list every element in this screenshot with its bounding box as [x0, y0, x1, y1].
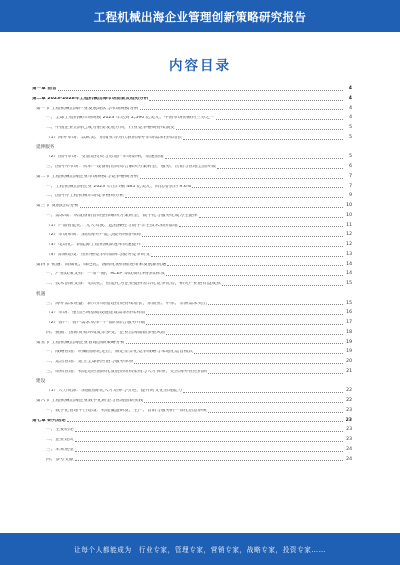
toc-entry[interactable]: [32, 355, 352, 365]
toc-leader-dots: [134, 363, 343, 364]
toc-page-number: 24: [346, 446, 352, 452]
toc-entry-title: 第一章 前言: [32, 87, 57, 92]
toc-entry-title: 二、企业建议: [46, 438, 74, 443]
toc-leader-dots: [75, 460, 343, 461]
toc-entry-title: 第五节 工程机械出海企业管理创新策略分析: [36, 340, 125, 345]
toc-entry-title: （2）市场布局：加快海外产能与服务网络布局: [46, 233, 141, 238]
toc-entry[interactable]: [32, 111, 352, 121]
toc-leader-dots: [166, 334, 343, 335]
toc-entry[interactable]: [32, 316, 352, 326]
toc-leader-dots: [194, 353, 343, 354]
toc-page-number: 5: [349, 134, 352, 140]
toc-page-number: 4: [349, 105, 352, 111]
toc-entry-title: 二、运营管理：建立全球供应链与服务体系: [46, 360, 134, 365]
toc-leader-dots: [208, 304, 343, 305]
toc-page-number: 4: [349, 115, 352, 121]
toc-entry-title: 第七章 研究结论: [32, 418, 66, 423]
toc-page-number: 22: [346, 388, 352, 394]
report-header-bar: [0, 0, 400, 32]
toc-entry[interactable]: [32, 365, 352, 375]
toc-entry[interactable]: [32, 170, 352, 180]
toc-leader-dots: [167, 265, 343, 266]
toc-page-number: 22: [346, 398, 352, 404]
toc-leader-dots: [165, 158, 343, 159]
toc-page-number: 23: [345, 417, 352, 423]
toc-entry[interactable]: [32, 160, 352, 170]
toc-entry[interactable]: [32, 423, 352, 433]
toc-entry-title: 三、组织管理：构建适应国际化发展的组织架构与人才体系，完善海外管控机制: [46, 369, 207, 374]
toc-entry-title: 三、海外需求旺盛：新兴市场基建投资持续增长，东南亚、中东、非洲需求突出: [46, 301, 207, 306]
toc-page-number: 4: [348, 86, 352, 92]
toc-entry-title: 第三节 发展趋势分析: [36, 204, 79, 209]
toc-page-number: 14: [346, 271, 352, 277]
toc-entry-title: （1）市场：重点区域基础设施建设需求持续释放: [46, 311, 146, 316]
toc-entry[interactable]: [32, 248, 352, 258]
toc-entry[interactable]: [32, 219, 352, 229]
toc-leader-dots: [208, 373, 343, 374]
toc-entry[interactable]: [32, 209, 352, 219]
toc-entry[interactable]: [32, 228, 352, 238]
toc-page-number: 24: [346, 456, 352, 462]
toc-entry[interactable]: [32, 92, 352, 102]
toc-page-number: 16: [346, 310, 352, 316]
toc-page-number: 23: [346, 427, 352, 433]
toc-entry-continuation: 机遇: [36, 291, 46, 297]
toc-leader-dots: [140, 178, 343, 179]
toc-entry-title: 一、需求端：从设备销售向整体解决方案转型，数字化与服务化成为主旋律: [46, 213, 198, 218]
toc-page-number: 9: [349, 193, 352, 199]
toc-leader-dots: [183, 392, 343, 393]
toc-leader-dots: [208, 412, 343, 413]
toc-entry-title: 四、挑战：国际贸易环境复杂多变，企业出海面临多重风险: [46, 330, 166, 335]
toc-entry-title: （1）产品智能化：无人驾驶、远程操控与数字孪生技术加快落地: [46, 223, 178, 228]
toc-leader-dots: [75, 451, 343, 452]
table-of-contents: [32, 82, 352, 462]
toc-entry[interactable]: [32, 82, 352, 92]
toc-entry-continuation: 延伸服务: [36, 145, 55, 151]
toc-page-number: 23: [346, 407, 352, 413]
toc-leader-dots: [166, 275, 343, 276]
toc-entry[interactable]: [32, 384, 352, 394]
toc-page-number: 4: [348, 95, 352, 101]
toc-page-number: 15: [346, 281, 352, 287]
toc-entry[interactable]: [32, 394, 352, 404]
toc-entry[interactable]: [32, 258, 352, 268]
toc-entry-title: 第四节 机遇：高端化、绿色化、国际化协同推进带来发展新机遇: [36, 262, 167, 267]
toc-entry[interactable]: [32, 180, 352, 190]
toc-entry[interactable]: [32, 102, 352, 112]
toc-entry[interactable]: [32, 189, 352, 199]
toc-page-number: 7: [349, 173, 352, 179]
toc-page-number: 21: [346, 368, 352, 374]
toc-entry[interactable]: [32, 336, 352, 346]
toc-leader-dots: [179, 226, 343, 227]
toc-leader-dots: [217, 168, 343, 169]
toc-entry[interactable]: [32, 131, 352, 141]
toc-entry[interactable]: [32, 453, 352, 463]
toc-entry-title: 一、全球工程机械市场规模 2023 年达到 2,590 亿美元，中国市场份额约三分之一: [46, 116, 215, 121]
toc-entry[interactable]: [32, 267, 352, 277]
toc-page-number: 23: [346, 437, 352, 443]
toc-entry[interactable]: [32, 326, 352, 336]
report-footer-bar: [0, 533, 400, 565]
toc-heading: 内容目录: [169, 58, 231, 74]
toc-leader-dots: [125, 197, 343, 198]
toc-entry[interactable]: [32, 121, 352, 131]
toc-page-number: 7: [349, 183, 352, 189]
toc-page-number: 20: [346, 359, 352, 365]
toc-leader-dots: [151, 256, 343, 257]
toc-entry-title: （2）客户：客户需求从单一产品向综合服务升级: [46, 321, 146, 326]
toc-page-number: 12: [346, 242, 352, 248]
toc-entry-title: 第六节 工程机械出海企业数字化转型与管理创新实践: [36, 399, 144, 404]
toc-entry[interactable]: [32, 297, 352, 307]
toc-entry-title: 三、未来展望: [46, 447, 74, 452]
toc-entry[interactable]: [32, 238, 352, 248]
toc-leader-dots: [149, 100, 343, 101]
toc-entry[interactable]: [32, 433, 352, 443]
toc-leader-dots: [146, 324, 343, 325]
toc-entry[interactable]: [32, 150, 352, 160]
toc-leader-dots: [176, 129, 343, 130]
toc-entry-title: 二、国内外工程机械市场竞争格局分析: [46, 194, 125, 199]
toc-leader-dots: [144, 402, 343, 403]
toc-entry[interactable]: [32, 443, 352, 453]
toc-page-number: 19: [346, 349, 352, 355]
toc-leader-dots: [146, 314, 343, 315]
toc-page-number: 10: [346, 203, 352, 209]
toc-page-number: 17: [346, 320, 352, 326]
toc-entry-title: 一、产业政策支持：一带一路、RCEP 等政策红利持续释放: [46, 272, 165, 277]
toc-entry-title: 一、数字化管理平台建设：构建覆盖研发、生产、营销与服务的一体化信息系统: [46, 408, 207, 413]
toc-entry-title: 一、主要结论: [46, 428, 74, 433]
footer-slogan: 让每个人都能成为 行业专家，管理专家，营销专家，战略专家，投资专家……: [74, 546, 326, 554]
toc-entry-continuation: 建设: [36, 379, 46, 385]
toc-leader-dots: [183, 139, 343, 140]
toc-page-number: 13: [346, 251, 352, 257]
toc-page-number: 18: [346, 329, 352, 335]
toc-entry[interactable]: [32, 414, 352, 424]
toc-entry-title: 第二章 2023-2028年工程机械出海市场前景及趋势分析: [32, 96, 149, 101]
toc-page-number: 11: [346, 222, 352, 228]
toc-entry[interactable]: [32, 345, 352, 355]
toc-page-number: 19: [346, 339, 352, 345]
toc-page-number: 5: [349, 154, 352, 160]
toc-entry[interactable]: [32, 404, 352, 414]
toc-entry[interactable]: [32, 277, 352, 287]
toc-leader-dots: [126, 343, 343, 344]
toc-leader-dots: [216, 119, 344, 120]
toc-entry-title: 第一节 工程机械出海产业发展现状与市场规模分析: [36, 106, 139, 111]
toc-page-number: 15: [346, 300, 352, 306]
toc-leader-dots: [142, 236, 343, 237]
toc-entry-title: （2）国内市场：受基建投资与房地产市场影响，增速放缓: [46, 155, 164, 160]
toc-leader-dots: [75, 431, 343, 432]
toc-entry-title: 第二节 工程机械出海企业市场规模与竞争格局分析: [36, 174, 139, 179]
toc-leader-dots: [140, 109, 343, 110]
toc-entry-title: （3）电动化：新能源工程机械渗透率快速提升: [46, 243, 141, 248]
toc-leader-dots: [222, 285, 343, 286]
report-title: 工程机械出海企业管理创新策略研究报告: [93, 10, 307, 24]
toc-leader-dots: [80, 207, 343, 208]
toc-page-number: 5: [349, 125, 352, 131]
toc-entry-title: （1）海外市场：以欧美、东南亚等为代表的海外市场需求持续增长: [46, 135, 183, 140]
toc-entry-title: 二、技术创新支撑：电动化、智能化为企业提供差异化竞争优势，相关产业链日益成熟: [46, 282, 221, 287]
toc-entry-title: （1）人力资源：加强国际化人才培养与引进，提升跨文化管理能力: [46, 389, 183, 394]
toc-entry-title: 一、工程机械出海企业 2023 年出口额 485 亿美元，同比增长约 9.6%: [46, 184, 192, 189]
toc-page-number: 10: [346, 212, 352, 218]
toc-entry-title: （4）品牌建设：由价格竞争向品牌与服务竞争转变: [46, 252, 150, 257]
toc-leader-dots: [67, 421, 343, 422]
toc-page-number: 14: [346, 261, 352, 267]
toc-leader-dots: [142, 246, 343, 247]
toc-leader-dots: [75, 441, 343, 442]
toc-page-number: 12: [346, 232, 352, 238]
toc-entry-title: 一、战略管理：明确国际化定位，制定差异化竞争战略与本地化运营模式: [46, 350, 194, 355]
toc-entry-title: 二、中国企业出海已成为重要发展方向，行业竞争格局持续演变: [46, 126, 175, 131]
toc-entry-title: 三、国内外市场：从单一设备销售向综合解决方案转型，服务、营销与管理全面升级: [46, 165, 216, 170]
toc-leader-dots: [199, 217, 343, 218]
toc-entry[interactable]: [32, 199, 352, 209]
toc-leader-dots: [58, 90, 343, 91]
toc-entry-title: 四、参考文献: [46, 457, 74, 462]
toc-page-number: 6: [349, 164, 352, 170]
toc-entry[interactable]: [32, 306, 352, 316]
toc-leader-dots: [192, 187, 343, 188]
